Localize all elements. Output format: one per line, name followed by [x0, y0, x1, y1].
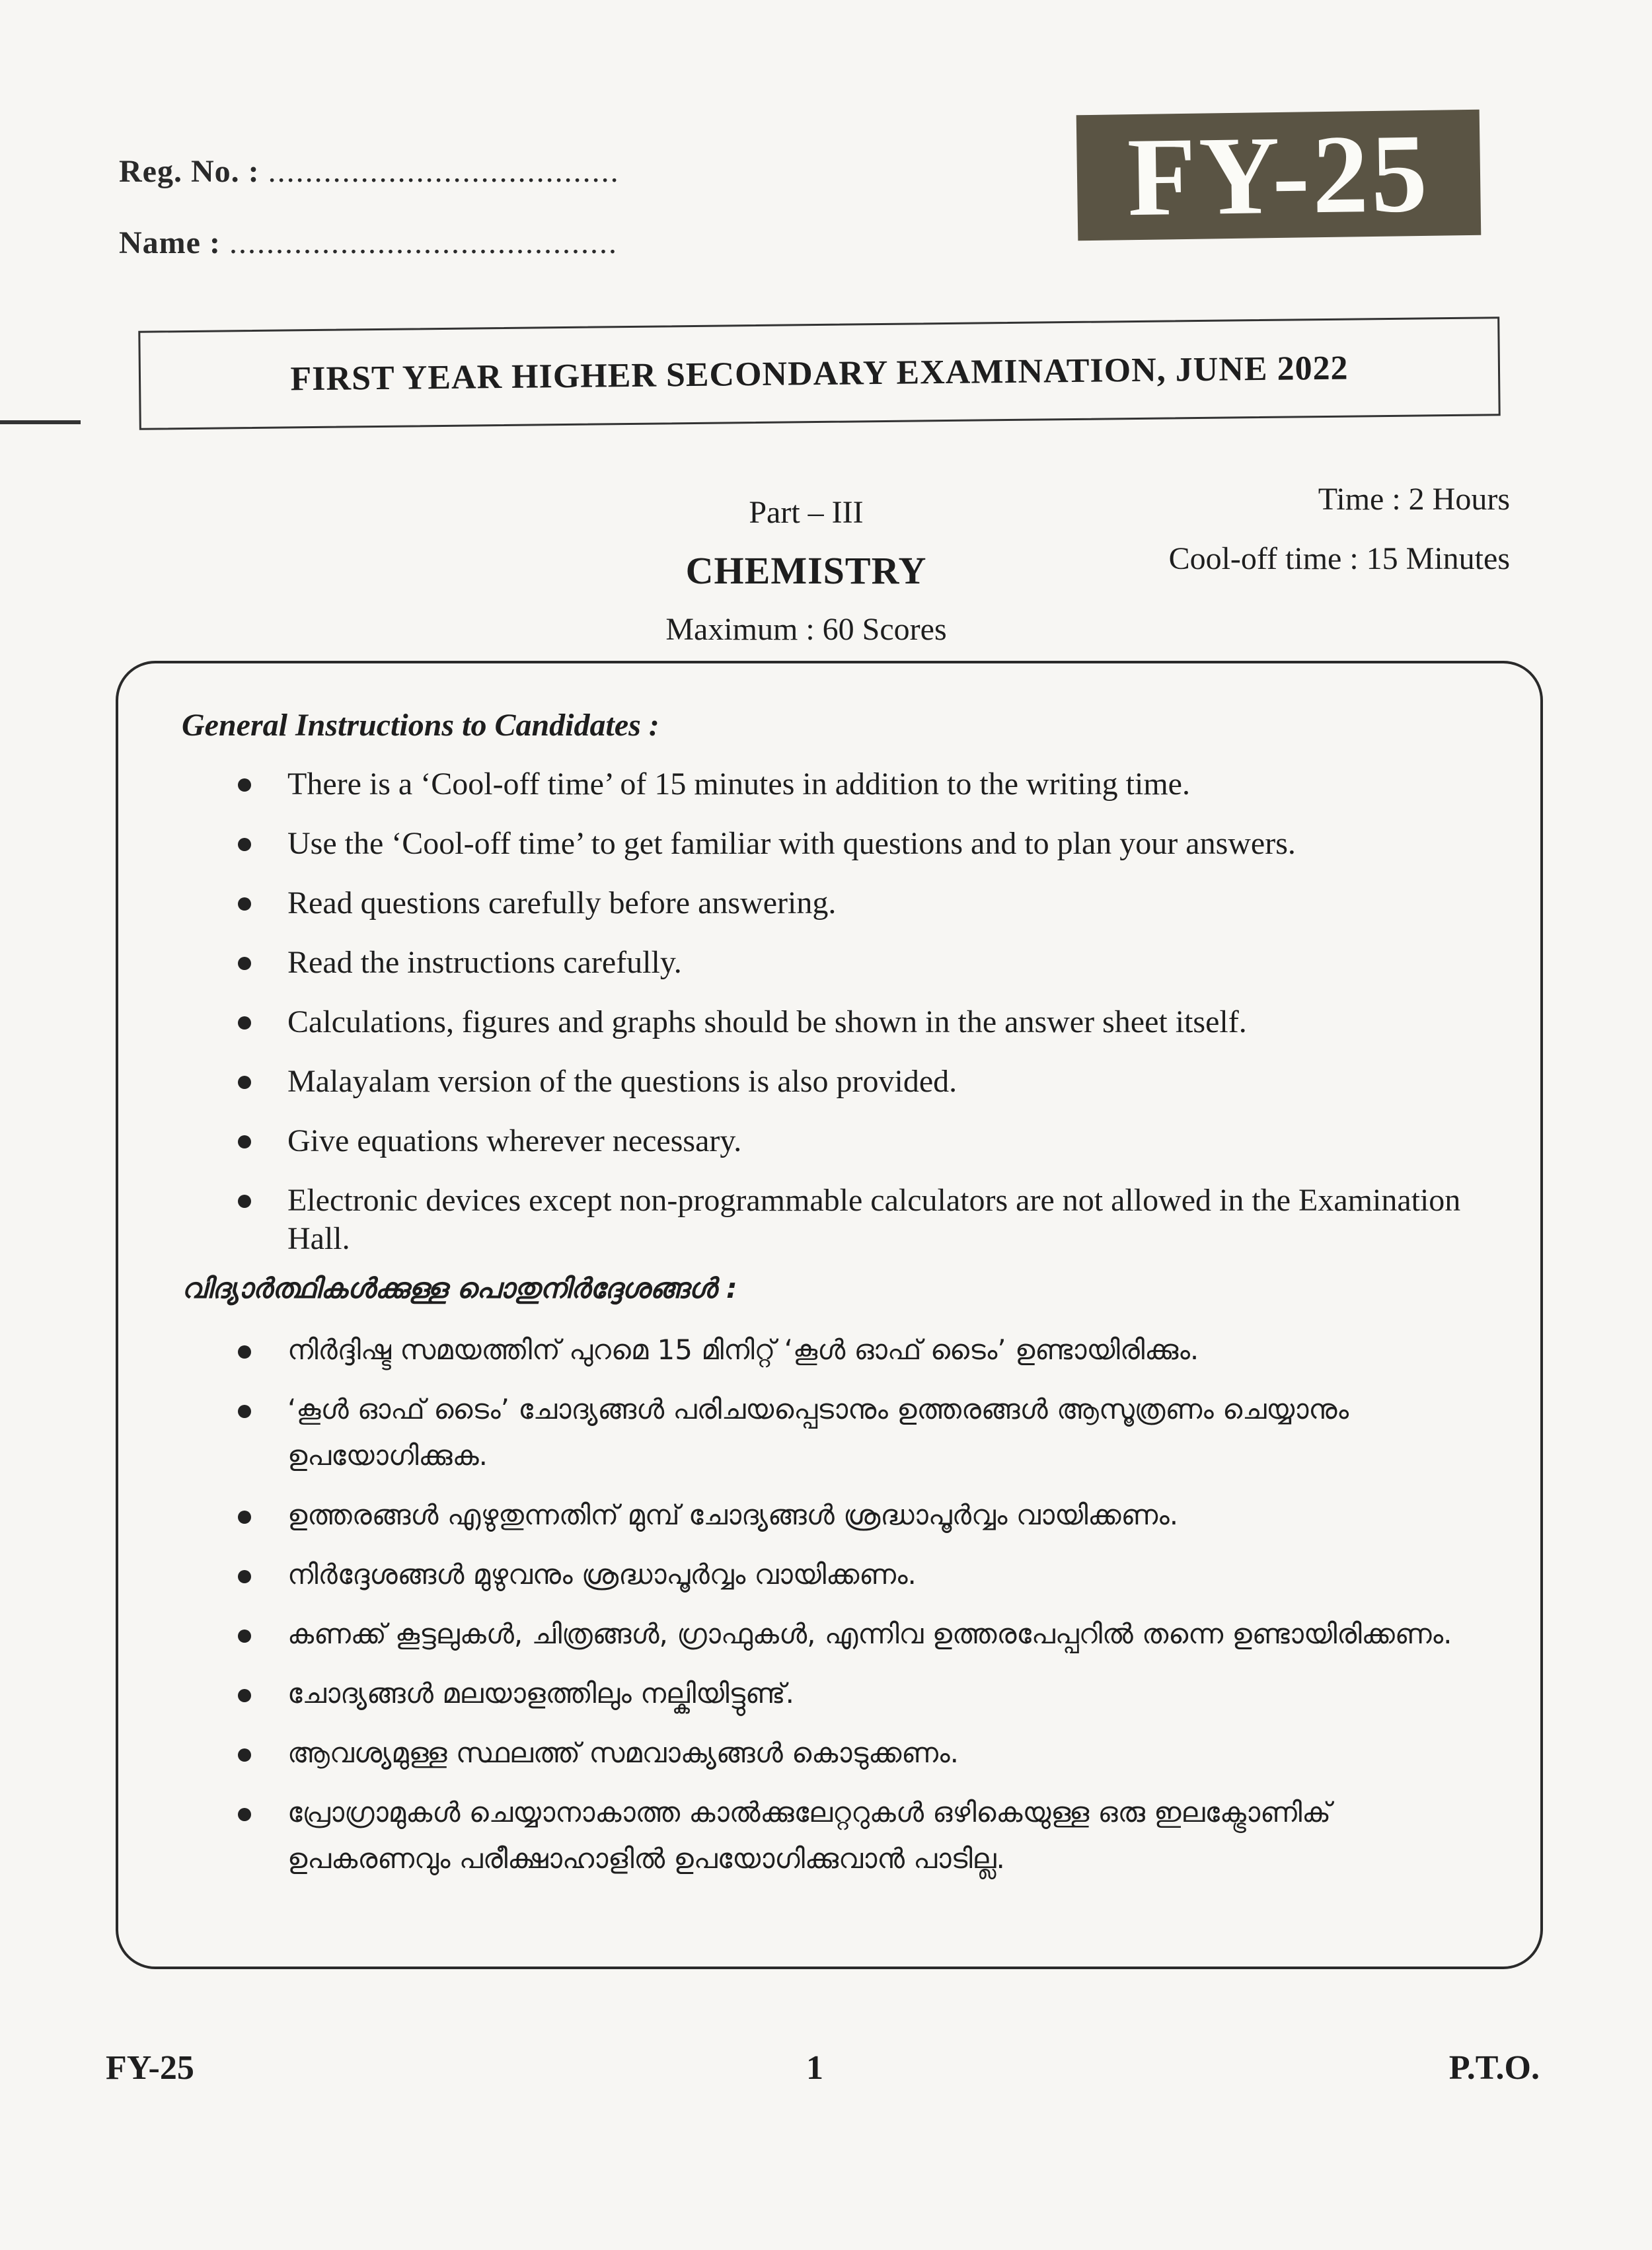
- list-item: ഉത്തരങ്ങൾ എഴുതുന്നതിന് മുമ്പ് ചോദ്യങ്ങൾ ശ്രദ്ധാപൂർവ്വം വായിക്കണം.: [231, 1492, 1474, 1538]
- list-item: നിർദ്ദേശങ്ങൾ മുഴുവനും ശ്രദ്ധാപൂർവ്വം വായിക്കണം.: [231, 1552, 1474, 1598]
- reg-no-blank: ......................................: [268, 154, 620, 189]
- instructions-heading-en: General Instructions to Candidates :: [182, 708, 659, 743]
- bullet-icon: [238, 1808, 251, 1821]
- list-item: ആവശ്യമുള്ള സ്ഥലത്ത് സമവാക്യങ്ങൾ കൊടുക്കണം.: [231, 1730, 1474, 1776]
- list-item: Use the ‘Cool-off time’ to get familiar with questions and to plan your answers.: [231, 825, 1474, 863]
- part-label: Part – III: [749, 495, 864, 530]
- name-blank: ..........................................: [229, 225, 618, 260]
- list-item: There is a ‘Cool-off time’ of 15 minutes in addition to the writing time.: [231, 765, 1474, 804]
- list-item: Calculations, figures and graphs should be shown in the answer sheet itself.: [231, 1003, 1474, 1041]
- maximum-score: Maximum : 60 Scores: [665, 612, 947, 647]
- name-label: Name :: [119, 225, 221, 260]
- time-duration: Time : 2 Hours: [1318, 482, 1510, 517]
- bullet-icon: [238, 1076, 251, 1089]
- bullet-icon: [238, 1016, 251, 1030]
- code-badge: FY-25: [1076, 110, 1482, 241]
- subject-title: CHEMISTRY: [685, 549, 927, 592]
- bullet-icon: [238, 1570, 251, 1583]
- bullet-icon: [238, 1195, 251, 1208]
- bullet-icon: [238, 1345, 251, 1359]
- bullet-icon: [238, 778, 251, 792]
- list-item: Malayalam version of the questions is also provided.: [231, 1063, 1474, 1101]
- bullet-icon: [238, 1630, 251, 1643]
- list-item: Give equations wherever necessary.: [231, 1122, 1474, 1160]
- instructions-list-ml: [231, 1327, 1474, 1895]
- name-field: [119, 225, 618, 261]
- page-number: 1: [806, 2049, 823, 2087]
- bullet-icon: [238, 1748, 251, 1762]
- exam-title: FIRST YEAR HIGHER SECONDARY EXAMINATION, JUNE 2022: [290, 349, 1349, 398]
- bullet-icon: [238, 838, 251, 851]
- footer-code: FY-25: [106, 2049, 194, 2087]
- bullet-icon: [238, 1689, 251, 1702]
- cool-off-time: Cool-off time : 15 Minutes: [1168, 541, 1510, 576]
- instructions-heading-ml: വിദ്യാർത്ഥികൾക്കുള്ള പൊതുനിർദ്ദേശങ്ങൾ :: [182, 1272, 737, 1304]
- bullet-icon: [238, 1511, 251, 1524]
- instructions-list-en: [231, 765, 1474, 1279]
- list-item: ‘കൂൾ ഓഫ് ടൈം’ ചോദ്യങ്ങൾ പരിചയപ്പെടാനും ഉത്തരങ്ങൾ ആസൂത്രണം ചെയ്യാനും ഉപയോഗിക്കുക.: [231, 1386, 1474, 1479]
- list-item: Electronic devices except non-programmable calculators are not allowed in the Examination Hall.: [231, 1181, 1474, 1258]
- bullet-icon: [238, 1135, 251, 1148]
- reg-no-field: [119, 153, 620, 190]
- list-item: Read the instructions carefully.: [231, 944, 1474, 982]
- list-item: പ്രോഗ്രാമുകൾ ചെയ്യാനാകാത്ത കാൽക്കുലേറ്ററുകൾ ഒഴികെയുള്ള ഒരു ഇലക്ട്രോണിക് ഉപകരണവും പരീക്ഷാഹാളിൽ ഉപയോഗിക്കുവാൻ പാടില്ല.: [231, 1789, 1474, 1882]
- exam-title-box: [138, 317, 1500, 430]
- margin-mark: [0, 420, 81, 424]
- list-item: Read questions carefully before answering.: [231, 884, 1474, 922]
- reg-no-label: Reg. No. :: [119, 154, 260, 189]
- pto-label: P.T.O.: [1448, 2049, 1540, 2087]
- list-item: ചോദ്യങ്ങൾ മലയാളത്തിലും നല്കിയിട്ടുണ്ട്.: [231, 1670, 1474, 1717]
- list-item: നിർദ്ദിഷ്ട സമയത്തിന് പുറമെ 15 മിനിറ്റ് ‘കൂൾ ഓഫ് ടൈം’ ഉണ്ടായിരിക്കും.: [231, 1327, 1474, 1373]
- bullet-icon: [238, 1405, 251, 1418]
- bullet-icon: [238, 897, 251, 911]
- list-item: കണക്ക് കൂട്ടലുകൾ, ചിത്രങ്ങൾ, ഗ്രാഫുകൾ, എന്നിവ ഉത്തരപേപ്പറിൽ തന്നെ ഉണ്ടായിരിക്കണം.: [231, 1611, 1474, 1657]
- bullet-icon: [238, 957, 251, 970]
